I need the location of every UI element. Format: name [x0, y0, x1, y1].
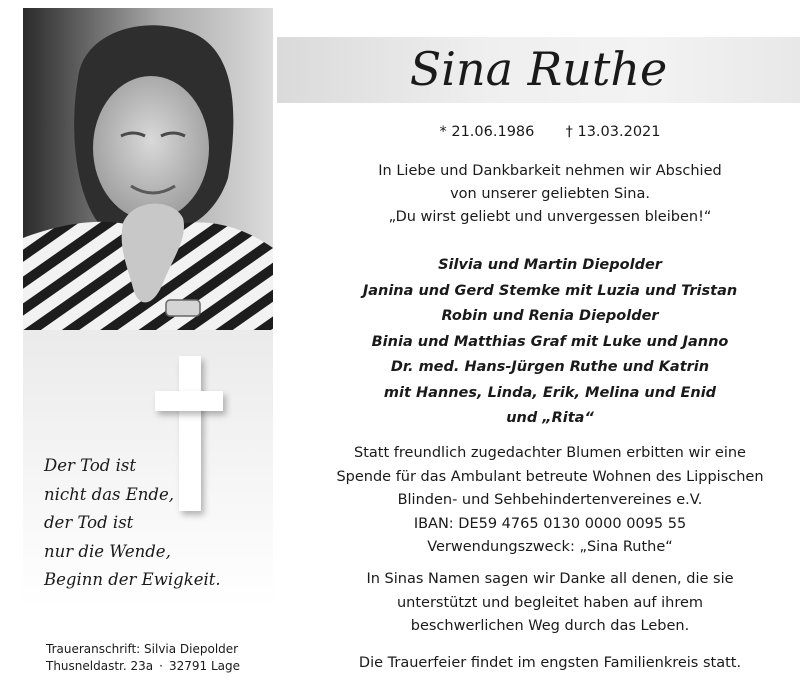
payment-reference: Verwendungszweck: „Sina Ruthe“	[427, 539, 673, 555]
thanks-line: In Sinas Namen sagen wir Danke all denen, die sie	[366, 571, 734, 587]
address-separator: ·	[159, 659, 163, 673]
death-symbol: †	[565, 124, 573, 140]
family-line: mit Hannes, Linda, Erik, Melina und Enid	[383, 384, 717, 401]
cross-horizontal-bar	[155, 391, 223, 411]
thanks-line: beschwerlichen Weg durch das Leben.	[410, 618, 690, 634]
birth-date: 21.06.1986	[451, 124, 535, 140]
address-street: Thusneldastr. 23a	[46, 659, 154, 673]
deceased-name: Sina Ruthe	[409, 42, 668, 96]
funeral-notice: Die Trauerfeier findet im engsten Familienkreis statt.	[358, 655, 742, 671]
life-dates	[300, 122, 800, 142]
thanks-text	[300, 568, 800, 639]
address-line-1: Traueranschrift: Silvia Diepolder	[46, 642, 239, 656]
donation-line: Statt freundlich zugedachter Blumen erbitten wir eine	[354, 445, 746, 461]
birth-symbol: *	[439, 124, 447, 140]
farewell-text	[300, 160, 800, 229]
portrait-illustration	[23, 8, 273, 330]
family-line: Janina und Gerd Stemke mit Luzia und Tristan	[362, 282, 738, 299]
address-city: 32791 Lage	[168, 659, 240, 673]
iban: IBAN: DE59 4765 0130 0000 0095 55	[413, 515, 687, 532]
quote-line: der Tod ist	[44, 513, 134, 532]
mourning-address	[46, 641, 276, 675]
quote-line: Beginn der Ewigkeit.	[44, 570, 221, 589]
intro-line: von unserer geliebten Sina.	[450, 186, 650, 202]
family-line: Binia und Matthias Graf mit Luke und Janno	[371, 333, 729, 350]
quote-line: nicht das Ende,	[44, 484, 175, 504]
family-line: und „Rita“	[506, 410, 594, 426]
intro-line: „Du wirst geliebt und unvergessen bleiben!“	[388, 209, 712, 225]
death-date: 13.03.2021	[577, 124, 661, 140]
donation-request	[300, 442, 800, 560]
thanks-line: unterstützt und begleitet haben auf ihrem	[396, 594, 704, 611]
intro-line: In Liebe und Dankbarkeit nehmen wir Abschied	[378, 163, 722, 179]
donation-line: Spende für das Ambulant betreute Wohnen des Lippischen	[336, 468, 764, 485]
donation-line: Blinden- und Sehbehindertenvereines e.V.	[397, 492, 703, 508]
family-line: Robin und Renia Diepolder	[441, 308, 659, 324]
quote-line: nur die Wende,	[44, 541, 171, 561]
portrait-photo	[23, 8, 273, 330]
family-line: Dr. med. Hans-Jürgen Ruthe und Katrin	[390, 359, 710, 375]
address-line-2	[46, 658, 276, 675]
quote-line: Der Tod ist	[44, 456, 136, 475]
family-list	[300, 253, 800, 432]
memorial-quote	[44, 452, 264, 595]
family-line: Silvia und Martin Diepolder	[438, 257, 662, 273]
